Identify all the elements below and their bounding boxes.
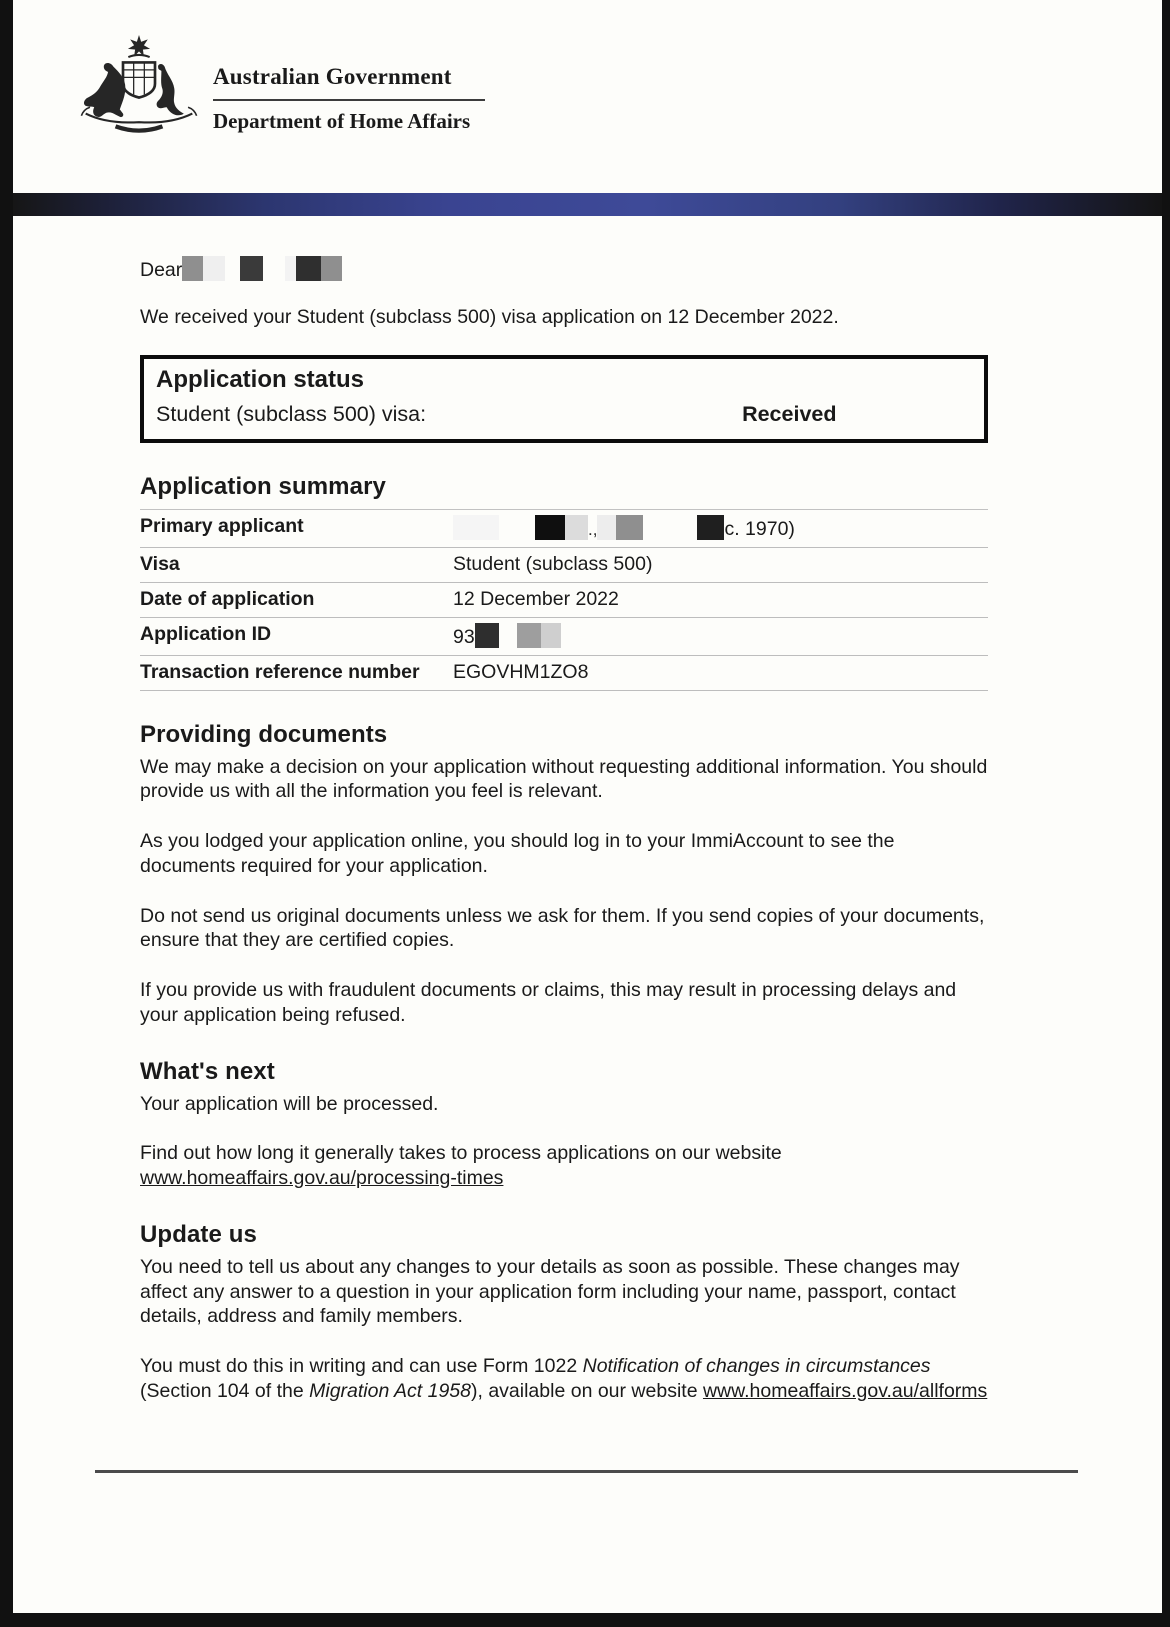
dob-fragment: c. 1970) xyxy=(724,517,795,540)
redacted-block xyxy=(453,515,499,540)
paragraph: Find out how long it generally takes to process applications on our website www.homeaffairs.gov.au/processing-times xyxy=(140,1142,782,1189)
letter-body xyxy=(13,216,988,1404)
table-row xyxy=(140,656,988,691)
status-value: Received xyxy=(742,401,837,426)
redacted-block xyxy=(517,623,541,648)
row-label: Application ID xyxy=(140,622,272,645)
redacted-name-block xyxy=(240,256,263,281)
application-summary-table xyxy=(140,509,988,691)
department-title: Department of Home Affairs xyxy=(213,109,471,133)
row-value-redacted: 93 xyxy=(453,623,561,649)
redacted-name-block xyxy=(285,256,296,281)
update-us-heading: Update us xyxy=(140,1220,257,1248)
table-row xyxy=(140,583,988,618)
redacted-name-block xyxy=(296,256,321,281)
processing-times-link[interactable]: www.homeaffairs.gov.au/processing-times xyxy=(140,1167,504,1189)
redacted-block xyxy=(616,515,643,540)
row-value: 12 December 2022 xyxy=(453,587,619,610)
salutation-line xyxy=(140,256,988,283)
row-value: Student (subclass 500) xyxy=(453,552,653,575)
intro-paragraph: We received your Student (subclass 500) visa application on 12 December 2022. xyxy=(140,305,839,328)
redacted-name-block xyxy=(182,256,203,281)
redacted-block xyxy=(697,515,724,540)
letterhead-divider xyxy=(213,99,485,101)
table-row xyxy=(140,618,988,656)
paragraph: Do not send us original documents unless we ask for them. If you send copies of your documents, ensure that they are certified copies. xyxy=(140,904,985,952)
migration-act-title: Migration Act 1958 xyxy=(309,1379,471,1402)
paragraph: You need to tell us about any changes to your details as soon as possible. These changes may affect any answer to a question in your application form including your name, passport, contact details, address and family members. xyxy=(140,1255,960,1328)
paragraph: As you lodged your application online, you should log in to your ImmiAccount to see the documents required for your application. xyxy=(140,830,895,877)
summary-heading: Application summary xyxy=(140,472,386,500)
providing-documents-heading: Providing documents xyxy=(140,720,388,748)
row-label: Date of application xyxy=(140,587,315,610)
redacted-block xyxy=(597,515,616,540)
salutation-prefix: Dear xyxy=(140,259,183,281)
paragraph: We may make a decision on your application without requesting additional information. You should provide us with all the information you feel is relevant. xyxy=(140,755,988,803)
footer-divider xyxy=(95,1470,1078,1473)
whats-next-heading: What's next xyxy=(140,1057,275,1085)
paragraph: If you provide us with fraudulent documents or claims, this may result in processing delays and your application being refused. xyxy=(140,979,957,1026)
allforms-link[interactable]: www.homeaffairs.gov.au/allforms xyxy=(702,1379,988,1402)
row-label: Visa xyxy=(140,552,180,575)
row-label: Transaction reference number xyxy=(140,660,420,683)
table-row xyxy=(140,548,988,583)
form-1022-title: Notification of changes in circumstances xyxy=(582,1355,931,1377)
row-value: EGOVHM1ZO8 xyxy=(453,660,589,683)
status-visa-label: Student (subclass 500) visa: xyxy=(156,401,427,426)
application-status-box xyxy=(140,355,988,443)
letter-paper xyxy=(13,0,1162,1613)
table-row xyxy=(140,510,988,548)
redacted-name-block xyxy=(203,256,225,281)
australian-coat-of-arms-icon xyxy=(75,34,203,142)
header-accent-bar xyxy=(13,193,1162,216)
letterhead xyxy=(13,0,1162,193)
redacted-block xyxy=(565,515,588,540)
row-value-redacted: ., c. 1970) xyxy=(453,515,795,541)
row-label: Primary applicant xyxy=(140,514,304,537)
redacted-block xyxy=(475,623,499,648)
redacted-name-block xyxy=(321,256,342,281)
government-title: Australian Government xyxy=(213,64,452,89)
redacted-block xyxy=(541,623,561,648)
redacted-block xyxy=(535,515,565,540)
status-box-title: Application status xyxy=(156,365,365,393)
paragraph: You must do this in writing and can use Form 1022 Notification of changes in circumstances (Section 104 of the Migration Act 1958), available on our website www.homeaffairs.gov.au/allforms xyxy=(140,1355,988,1402)
paragraph: Your application will be processed. xyxy=(140,1092,439,1115)
